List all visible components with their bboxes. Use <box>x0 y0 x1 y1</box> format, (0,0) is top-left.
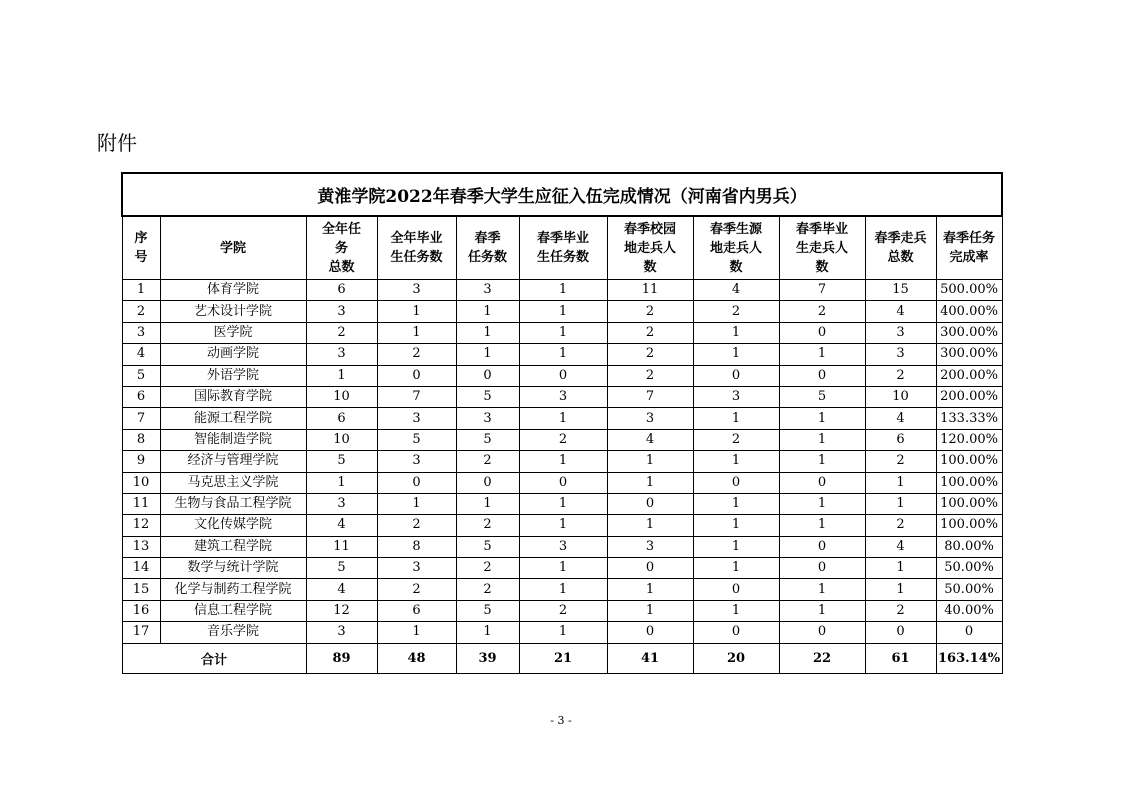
table-cell: 5 <box>377 429 456 450</box>
table-cell: 100.00% <box>936 451 1002 472</box>
table-cell: 1 <box>519 301 607 322</box>
column-header-line: 全年毕业 <box>390 231 443 246</box>
column-header-line: 春季毕业 <box>795 221 848 237</box>
column-header-line: 春季生源 <box>709 221 762 237</box>
table-cell: 1 <box>779 451 865 472</box>
table-row <box>122 493 1002 514</box>
table-cell: 4 <box>865 536 936 557</box>
column-header-line: 序 <box>134 231 148 246</box>
table-cell: 1 <box>693 493 779 514</box>
table-cell: 6 <box>306 280 377 301</box>
total-cell: 20 <box>693 643 779 673</box>
table-cell: 1 <box>607 600 693 621</box>
table-title: 黄淮学院2022年春季大学生应征入伍完成情况（河南省内男兵） <box>122 173 1002 216</box>
table-cell: 0 <box>936 622 1002 643</box>
table-cell: 2 <box>519 600 607 621</box>
table-cell: 3 <box>306 301 377 322</box>
table-cell: 0 <box>456 365 519 386</box>
table-cell: 7 <box>607 386 693 407</box>
table-row <box>122 579 1002 600</box>
table-cell: 0 <box>377 365 456 386</box>
table-cell: 3 <box>607 408 693 429</box>
table-row <box>122 472 1002 493</box>
table-cell: 1 <box>519 622 607 643</box>
column-header <box>160 216 306 280</box>
table-cell: 0 <box>607 493 693 514</box>
table-cell: 1 <box>519 558 607 579</box>
row-index: 12 <box>122 515 160 536</box>
table-cell: 2 <box>693 429 779 450</box>
table-cell: 0 <box>693 365 779 386</box>
table-cell: 1 <box>693 600 779 621</box>
table-cell: 4 <box>865 301 936 322</box>
table-cell: 2 <box>865 451 936 472</box>
row-index: 3 <box>122 322 160 343</box>
table-cell: 10 <box>865 386 936 407</box>
column-header-line: 数 <box>815 259 829 275</box>
college-name: 信息工程学院 <box>160 600 306 621</box>
college-name: 智能制造学院 <box>160 429 306 450</box>
table-cell: 3 <box>456 280 519 301</box>
table-cell: 200.00% <box>936 365 1002 386</box>
table-cell: 1 <box>519 515 607 536</box>
table-cell: 2 <box>456 515 519 536</box>
column-header <box>456 216 519 280</box>
table-cell: 4 <box>865 408 936 429</box>
table-cell: 200.00% <box>936 386 1002 407</box>
table-cell: 3 <box>377 408 456 429</box>
table-cell: 10 <box>306 386 377 407</box>
column-header-line: 任务数 <box>467 250 507 265</box>
table-cell: 0 <box>779 365 865 386</box>
column-header-line: 生走兵人 <box>795 240 848 256</box>
table-cell: 0 <box>607 622 693 643</box>
college-name: 外语学院 <box>160 365 306 386</box>
table-cell: 100.00% <box>936 515 1002 536</box>
table-cell: 2 <box>377 515 456 536</box>
college-name: 音乐学院 <box>160 622 306 643</box>
table-cell: 1 <box>693 558 779 579</box>
table-cell: 1 <box>519 493 607 514</box>
column-header-line: 总数 <box>887 250 914 265</box>
table-cell: 3 <box>865 344 936 365</box>
column-header-line: 春季任务 <box>943 231 996 246</box>
table-cell: 5 <box>306 558 377 579</box>
table-row <box>122 365 1002 386</box>
table-cell: 5 <box>456 600 519 621</box>
table-cell: 2 <box>456 579 519 600</box>
table-cell: 1 <box>607 515 693 536</box>
table-cell: 1 <box>519 344 607 365</box>
table-cell: 0 <box>779 558 865 579</box>
row-index: 4 <box>122 344 160 365</box>
table-cell: 1 <box>456 622 519 643</box>
table-cell: 3 <box>306 493 377 514</box>
table-cell: 50.00% <box>936 579 1002 600</box>
table-cell: 133.33% <box>936 408 1002 429</box>
total-cell: 22 <box>779 643 865 673</box>
row-index: 13 <box>122 536 160 557</box>
table-cell: 3 <box>306 622 377 643</box>
table-cell: 6 <box>377 600 456 621</box>
column-header-line: 号 <box>134 250 148 265</box>
table-cell: 80.00% <box>936 536 1002 557</box>
table-cell: 0 <box>693 622 779 643</box>
table-cell: 40.00% <box>936 600 1002 621</box>
table-cell: 2 <box>456 558 519 579</box>
column-header <box>865 216 936 280</box>
table-cell: 1 <box>779 515 865 536</box>
table-cell: 400.00% <box>936 301 1002 322</box>
table-cell: 2 <box>607 344 693 365</box>
table-cell: 0 <box>607 558 693 579</box>
table-cell: 0 <box>519 365 607 386</box>
total-cell: 21 <box>519 643 607 673</box>
table-cell: 100.00% <box>936 493 1002 514</box>
table-cell: 11 <box>306 536 377 557</box>
column-header-line: 数 <box>729 259 743 275</box>
column-header-line: 春季毕业 <box>536 231 589 246</box>
table-cell: 5 <box>779 386 865 407</box>
table-cell: 4 <box>306 515 377 536</box>
table-cell: 4 <box>693 280 779 301</box>
column-header <box>306 216 377 280</box>
table-cell: 1 <box>377 322 456 343</box>
table-row <box>122 515 1002 536</box>
column-header-line: 学院 <box>219 240 246 256</box>
college-name: 国际教育学院 <box>160 386 306 407</box>
column-header <box>122 216 160 280</box>
column-header-line: 春季走兵 <box>874 231 927 246</box>
table-cell: 5 <box>456 429 519 450</box>
table-cell: 10 <box>306 429 377 450</box>
table-cell: 3 <box>693 386 779 407</box>
table-cell: 5 <box>456 536 519 557</box>
college-name: 马克思主义学院 <box>160 472 306 493</box>
table-cell: 3 <box>377 451 456 472</box>
enlistment-table <box>121 172 1003 674</box>
table-cell: 1 <box>377 493 456 514</box>
column-header-line: 生任务数 <box>536 250 589 265</box>
total-cell: 163.14% <box>936 643 1002 673</box>
table-row <box>122 600 1002 621</box>
table-cell: 1 <box>779 600 865 621</box>
table-cell: 7 <box>377 386 456 407</box>
table-cell: 3 <box>377 558 456 579</box>
column-header <box>693 216 779 280</box>
row-index: 16 <box>122 600 160 621</box>
column-header-line: 春季 <box>474 231 501 246</box>
table-cell: 1 <box>693 451 779 472</box>
row-index: 8 <box>122 429 160 450</box>
table-cell: 0 <box>779 536 865 557</box>
column-header-line: 全年任 <box>321 221 361 237</box>
college-name: 建筑工程学院 <box>160 536 306 557</box>
table-cell: 1 <box>306 472 377 493</box>
table-cell: 1 <box>519 280 607 301</box>
table-row <box>122 429 1002 450</box>
row-index: 7 <box>122 408 160 429</box>
table-cell: 0 <box>779 322 865 343</box>
table-cell: 1 <box>865 472 936 493</box>
row-index: 9 <box>122 451 160 472</box>
table-cell: 1 <box>779 579 865 600</box>
table-cell: 2 <box>607 301 693 322</box>
table-cell: 5 <box>456 386 519 407</box>
table-cell: 0 <box>693 472 779 493</box>
table-cell: 4 <box>607 429 693 450</box>
table-cell: 2 <box>377 344 456 365</box>
table-cell: 2 <box>607 365 693 386</box>
table-cell: 1 <box>865 493 936 514</box>
table-cell: 8 <box>377 536 456 557</box>
column-header-line: 完成率 <box>949 250 989 265</box>
table-row <box>122 280 1002 301</box>
total-label: 合计 <box>122 643 306 673</box>
total-cell: 89 <box>306 643 377 673</box>
table-cell: 2 <box>865 365 936 386</box>
header-row <box>122 216 1002 280</box>
table-cell: 1 <box>865 579 936 600</box>
attachment-heading: 附件 <box>97 131 137 155</box>
table-cell: 100.00% <box>936 472 1002 493</box>
table-cell: 3 <box>519 386 607 407</box>
page-number: - 3 - <box>550 714 572 727</box>
table-cell: 1 <box>693 515 779 536</box>
table-cell: 1 <box>779 493 865 514</box>
table-row <box>122 558 1002 579</box>
table-cell: 12 <box>306 600 377 621</box>
row-index: 1 <box>122 280 160 301</box>
table-cell: 1 <box>377 301 456 322</box>
table-cell: 3 <box>456 408 519 429</box>
column-header <box>607 216 693 280</box>
table-cell: 1 <box>607 472 693 493</box>
table-cell: 3 <box>519 536 607 557</box>
table-cell: 0 <box>779 472 865 493</box>
table-row <box>122 386 1002 407</box>
column-header-line: 生任务数 <box>390 250 443 265</box>
table-cell: 1 <box>607 579 693 600</box>
table-cell: 500.00% <box>936 280 1002 301</box>
table-cell: 1 <box>693 322 779 343</box>
column-header <box>936 216 1002 280</box>
table-cell: 1 <box>607 451 693 472</box>
table-body <box>122 280 1002 644</box>
table-cell: 11 <box>607 280 693 301</box>
table-cell: 2 <box>306 322 377 343</box>
table-cell: 1 <box>456 344 519 365</box>
table-cell: 3 <box>377 280 456 301</box>
table-row <box>122 536 1002 557</box>
row-index: 6 <box>122 386 160 407</box>
column-header <box>519 216 607 280</box>
total-cell: 41 <box>607 643 693 673</box>
column-header-line: 总数 <box>328 259 355 275</box>
table-cell: 4 <box>306 579 377 600</box>
table-cell: 0 <box>865 622 936 643</box>
table-row <box>122 344 1002 365</box>
table-cell: 50.00% <box>936 558 1002 579</box>
table-cell: 1 <box>377 622 456 643</box>
table-cell: 6 <box>865 429 936 450</box>
college-name: 数学与统计学院 <box>160 558 306 579</box>
table-cell: 1 <box>519 451 607 472</box>
table-cell: 120.00% <box>936 429 1002 450</box>
table-row <box>122 451 1002 472</box>
column-header-line: 务 <box>334 240 348 256</box>
table-cell: 2 <box>377 579 456 600</box>
college-name: 艺术设计学院 <box>160 301 306 322</box>
total-cell: 48 <box>377 643 456 673</box>
total-cell: 61 <box>865 643 936 673</box>
table-cell: 0 <box>779 622 865 643</box>
table-row <box>122 622 1002 643</box>
table-cell: 15 <box>865 280 936 301</box>
total-cell: 39 <box>456 643 519 673</box>
table-cell: 5 <box>306 451 377 472</box>
table-cell: 1 <box>693 536 779 557</box>
table-cell: 3 <box>306 344 377 365</box>
table-cell: 1 <box>779 344 865 365</box>
total-row <box>122 643 1002 673</box>
table-cell: 1 <box>519 322 607 343</box>
college-name: 化学与制药工程学院 <box>160 579 306 600</box>
row-index: 15 <box>122 579 160 600</box>
column-header-line: 地走兵人 <box>623 240 676 256</box>
college-name: 能源工程学院 <box>160 408 306 429</box>
row-index: 2 <box>122 301 160 322</box>
college-name: 动画学院 <box>160 344 306 365</box>
column-header-line: 数 <box>643 259 657 275</box>
table-cell: 2 <box>865 515 936 536</box>
table-cell: 2 <box>693 301 779 322</box>
table-row <box>122 408 1002 429</box>
table-cell: 1 <box>306 365 377 386</box>
table-cell: 1 <box>519 408 607 429</box>
table-cell: 1 <box>693 408 779 429</box>
row-index: 11 <box>122 493 160 514</box>
table-cell: 1 <box>779 429 865 450</box>
table-cell: 0 <box>519 472 607 493</box>
college-name: 经济与管理学院 <box>160 451 306 472</box>
college-name: 生物与食品工程学院 <box>160 493 306 514</box>
table-row <box>122 322 1002 343</box>
table-row <box>122 301 1002 322</box>
table-cell: 300.00% <box>936 344 1002 365</box>
table-cell: 2 <box>865 600 936 621</box>
college-name: 医学院 <box>160 322 306 343</box>
college-name: 文化传媒学院 <box>160 515 306 536</box>
table-cell: 3 <box>607 536 693 557</box>
column-header-line: 地走兵人 <box>709 240 762 256</box>
table-cell: 300.00% <box>936 322 1002 343</box>
table-cell: 2 <box>519 429 607 450</box>
table-cell: 2 <box>779 301 865 322</box>
college-name: 体育学院 <box>160 280 306 301</box>
column-header <box>377 216 456 280</box>
table-cell: 3 <box>865 322 936 343</box>
table-cell: 0 <box>693 579 779 600</box>
table-cell: 1 <box>693 344 779 365</box>
row-index: 10 <box>122 472 160 493</box>
column-header-line: 春季校园 <box>623 221 676 237</box>
table-cell: 1 <box>519 579 607 600</box>
table-cell: 1 <box>456 322 519 343</box>
table-cell: 7 <box>779 280 865 301</box>
row-index: 17 <box>122 622 160 643</box>
table-cell: 1 <box>456 301 519 322</box>
table-cell: 1 <box>779 408 865 429</box>
table-cell: 1 <box>865 558 936 579</box>
table-cell: 0 <box>377 472 456 493</box>
table-cell: 0 <box>456 472 519 493</box>
row-index: 5 <box>122 365 160 386</box>
table-cell: 2 <box>607 322 693 343</box>
table-cell: 6 <box>306 408 377 429</box>
table-cell: 2 <box>456 451 519 472</box>
column-header <box>779 216 865 280</box>
row-index: 14 <box>122 558 160 579</box>
table-cell: 1 <box>456 493 519 514</box>
